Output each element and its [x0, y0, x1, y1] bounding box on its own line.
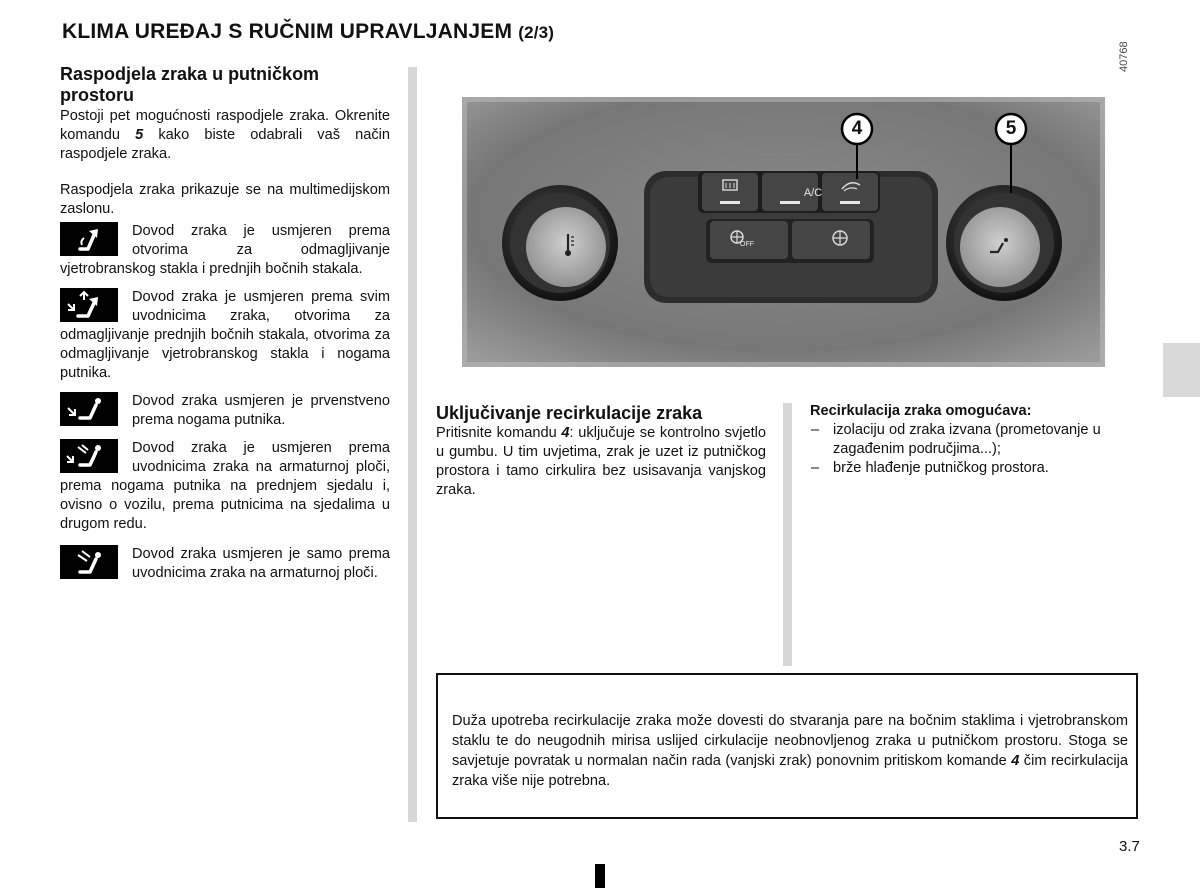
mode-text: Dovod zraka je usmjeren prema otvorima za odmagljivanje vjetrobranskog stakla i prednjih bočnih stakala. [60, 223, 390, 277]
air-distribution-section [60, 64, 390, 219]
mode-text: Dovod zraka usmjeren je prvenstveno prema nogama putnika. [132, 393, 390, 428]
intro-paragraph: Postoji pet mogućnosti raspodjele zraka. Okrenite komandu 5 kako biste odabrali vaš način raspodjele zraka. [60, 108, 391, 162]
page-title-part: (2/3) [518, 23, 555, 42]
benefits-list [810, 421, 1145, 478]
mode-text: Dovod zraka je usmjeren prema uvodnicima zraka na armaturnoj ploči, prema nogama putnika na prednjem sjedalu i, ovisno o vozilu, prema putnicima na sjedalima u drugom redu. [60, 440, 390, 532]
feet-air-icon [60, 392, 118, 426]
chapter-tab [1163, 343, 1200, 397]
page-title-text: KLIMA UREĐAJ S RUČNIM UPRAVLJANJEM [62, 20, 513, 43]
benefits-title: Recirkulacija zraka omogućava: [810, 403, 1032, 419]
note-text: Duža upotreba recirkulacije zraka može dovesti do stvaranja pare na bočnim staklima i vjetrobranskom staklu te do neugodnih mirisa uslijed cirkulacije neobnovljenog zraka u putničkom prostoru. Stoga se savjetuje povratak u normalan način rada (vanjski zrak) ponovnim pritiskom komande 4 čim recirkulacija zraka više nije potrebna. [452, 713, 1128, 789]
mode-text: Dovod zraka usmjeren je samo prema uvodnicima zraka na armaturnoj ploči. [132, 546, 390, 581]
mode-item [60, 545, 390, 583]
recirculation-section [436, 403, 766, 500]
climate-panel-figure [462, 97, 1105, 367]
column-divider-right [783, 403, 792, 666]
recirculation-heading: Uključivanje recirkulacije zraka [436, 403, 703, 423]
photo-reference: 40768 [1118, 41, 1130, 72]
column-divider [408, 67, 417, 822]
recirculation-benefits [810, 402, 1145, 478]
mode-item [60, 392, 390, 430]
ac-button-label: A/C [803, 187, 823, 199]
multimedia-paragraph: Raspodjela zraka prikazuje se na multimedijskom zaslonu. [60, 182, 390, 217]
fan-off-label: OFF [740, 241, 754, 248]
list-item: – brže hlađenje putničkog prostora. [810, 459, 1145, 478]
note-box [436, 673, 1138, 819]
mode-item [60, 222, 390, 279]
recirculation-paragraph: Pritisnite komandu 4: uključuje se kontrolno svjetlo u gumbu. U tim uvjetima, zrak je uzet iz putničkog prostora i tamo cirkulira bez usisavanja vanjskog zraka. [436, 425, 766, 498]
page-marker [595, 864, 605, 888]
page-number: 3.7 [1119, 838, 1140, 855]
list-item: – izolaciju od zraka izvana (prometovanje u zagađenim područjima...); [810, 421, 1145, 459]
all-vents-air-icon [60, 288, 118, 322]
page-title [62, 20, 554, 44]
mode-item [60, 288, 390, 383]
callout-4: 4 [851, 118, 863, 139]
section-heading: Raspodjela zraka u putničkom prostoru [60, 64, 320, 105]
dashboard-air-icon [60, 545, 118, 579]
callout-5: 5 [1005, 118, 1017, 139]
mode-text: Dovod zraka je usmjeren prema svim uvodnicima zraka, otvorima za odmagljivanje prednjih bočnih stakala, otvorima za odmagljivanje vjetrobranskog stakla i nogama putnika. [60, 289, 390, 381]
mode-item [60, 439, 390, 534]
windscreen-air-icon [60, 222, 118, 256]
dashboard-feet-air-icon [60, 439, 118, 473]
